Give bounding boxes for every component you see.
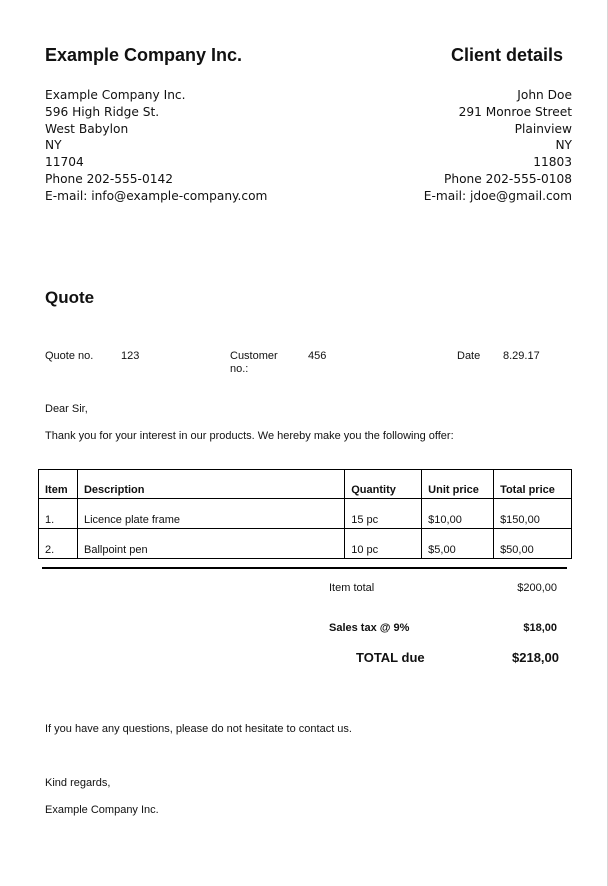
- regards: Kind regards,: [45, 777, 111, 789]
- item-total-label: Item total: [329, 582, 375, 594]
- intro-text: Thank you for your interest in our products. We hereby make you the following offer:: [45, 430, 454, 442]
- total-due-value: $218,00: [512, 650, 559, 665]
- sender-address-line: 596 High Ridge St.: [45, 104, 160, 119]
- client-address-line: 11803: [533, 155, 572, 170]
- table-cell: 15 pc: [345, 499, 422, 529]
- items-table: [38, 469, 572, 559]
- table-cell: $50,00: [494, 529, 572, 559]
- sender-phone: Phone 202-555-0142: [45, 171, 173, 186]
- table-cell: $5,00: [422, 529, 494, 559]
- table-cell: 10 pc: [345, 529, 422, 559]
- table-header-unit-price: Unit price: [422, 470, 494, 499]
- table-header-description: Description: [77, 470, 344, 499]
- greeting: Dear Sir,: [45, 403, 88, 415]
- quote-no-label: Quote no.: [45, 350, 94, 362]
- totals-divider: [42, 567, 567, 569]
- sender-address: [45, 87, 267, 205]
- table-cell: $150,00: [494, 499, 572, 529]
- item-total-value: $200,00: [517, 582, 557, 594]
- client-address-line: NY: [555, 138, 572, 153]
- sender-address-line: NY: [45, 138, 62, 153]
- table-header-item: Item: [39, 470, 78, 499]
- sender-address-line: Example Company Inc.: [45, 88, 186, 102]
- quote-title: Quote: [45, 288, 95, 307]
- sender-address-line: West Babylon: [45, 121, 129, 136]
- table-cell: $10,00: [422, 499, 494, 529]
- sender-address-line: 11704: [45, 155, 84, 170]
- quote-no-value: 123: [121, 350, 140, 362]
- sender-email: E-mail: info@example-company.com: [45, 188, 268, 203]
- customer-no-label: Customer no.:: [230, 350, 278, 375]
- closing-note: If you have any questions, please do not hesitate to contact us.: [45, 723, 352, 735]
- signature: Example Company Inc.: [45, 804, 159, 816]
- client-address-line: Plainview: [514, 121, 572, 136]
- table-row: [39, 529, 572, 559]
- client-email: E-mail: jdoe@gmail.com: [423, 188, 572, 203]
- table-header-row: [39, 470, 572, 499]
- customer-no-value: 456: [308, 350, 327, 362]
- table-cell: 1.: [39, 499, 78, 529]
- date-label: Date: [457, 350, 481, 362]
- table-row: [39, 499, 572, 529]
- table-cell: Ballpoint pen: [77, 529, 344, 559]
- client-address: [424, 87, 572, 205]
- sales-tax-value: $18,00: [523, 622, 557, 634]
- table-header-quantity: Quantity: [345, 470, 422, 499]
- sales-tax-label: Sales tax @ 9%: [329, 622, 410, 634]
- client-address-line: 291 Monroe Street: [458, 104, 572, 119]
- client-heading: Client details: [450, 45, 563, 65]
- table-cell: 2.: [39, 529, 78, 559]
- client-phone: Phone 202-555-0108: [444, 171, 572, 186]
- date-value: 8.29.17: [503, 350, 540, 362]
- total-due-label: TOTAL due: [356, 650, 425, 665]
- table-header-total-price: Total price: [494, 470, 572, 499]
- table-cell: Licence plate frame: [77, 499, 344, 529]
- client-address-line: John Doe: [517, 88, 572, 102]
- company-heading: Example Company Inc.: [45, 45, 243, 65]
